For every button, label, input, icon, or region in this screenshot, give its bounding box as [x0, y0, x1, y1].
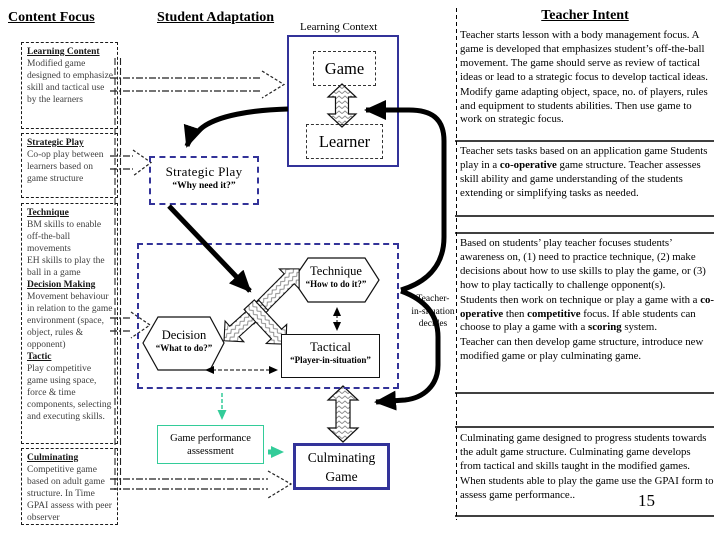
technique-title: Technique	[27, 208, 69, 218]
tis-line1: Teacher-	[416, 294, 450, 304]
teacher-intent-block-2	[460, 145, 714, 202]
technique-hex-title: Technique	[310, 264, 362, 278]
strategic-play-left-body: Co-op play between learners based on game structure	[27, 150, 104, 184]
strategic-play-box	[149, 156, 259, 205]
technique-body-2: EH skills to play the ball in a game	[27, 256, 105, 278]
learner-box	[306, 124, 383, 159]
teacher-intent-header: Teacher Intent	[541, 8, 629, 23]
block4-para2: When students able to play the game use the GPAI form to assess game performance..	[460, 474, 714, 501]
decision-hex-title: Decision	[161, 328, 207, 342]
learner-label: Learner	[318, 131, 371, 151]
decision-hex-question: “What to do?”	[155, 343, 213, 353]
block3-para3: Teacher can then develop game structure, introduce new modified game or play culminating game.	[460, 336, 704, 363]
culminating-left-body: Competitive game based on adult game structure. In Time GPAI assess with peer observer	[27, 465, 112, 523]
strategic-play-title: Strategic Play	[165, 164, 243, 179]
technique-body-1: BM skills to enable off-the-ball movements	[27, 220, 102, 254]
arrow-culminating-left-to-culminating-game	[110, 471, 291, 498]
content-focus-header: Content Focus	[8, 10, 95, 25]
strategic-play-question: “Why need it?”	[172, 181, 236, 191]
learning-content-box	[21, 42, 118, 129]
teacher-intent-block-1	[460, 29, 714, 128]
decision-making-body: Movement behaviour in relation to the game environment (space, object, rules & opponent)	[27, 292, 113, 350]
block3-para2: Students then work on technique or play a game with a co-operative then competitive focus. If able students can choose to play a game with a scoring system.	[460, 293, 714, 334]
block2-para1: Teacher sets tasks based on an application game Students play in a co-operative game structure. Teacher assesses skill ability and game understanding of the students extending or simplifying tasks as needed.	[460, 145, 708, 199]
tactical-culminating-double-arrow	[328, 386, 358, 442]
game-box	[313, 51, 376, 86]
culminating-left-title: Culminating	[27, 453, 79, 463]
tactic-body: Play competitive game using space, force & time components, selecting and executing skills.	[27, 364, 112, 422]
assessment-label: Game performance assessment	[170, 432, 251, 457]
learning-content-body: Modified game designed to emphasize skill and tactical use by the learners	[27, 59, 114, 105]
arrow-learning-content-to-context	[110, 71, 284, 98]
culminating-game-box	[293, 443, 390, 490]
technique-hex-question: “How to do it?”	[305, 279, 367, 289]
tactical-question: “Player-in-situation”	[290, 355, 371, 365]
teacher-intent-block-4	[460, 432, 714, 504]
tis-line2: in-situation	[411, 306, 455, 317]
technique-left-box	[21, 203, 118, 444]
block1-para2: Modify game adapting object, space, no. of players, rules and equipment to students abilities. Then use game to work on strategic focus.	[460, 85, 708, 126]
game-label: Game	[324, 58, 365, 78]
decision-hex-label	[146, 328, 222, 353]
student-adaptation-header: Student Adaptation	[157, 10, 275, 25]
teacher-in-situation-note	[402, 293, 464, 331]
culminating-left-box	[21, 448, 118, 525]
strategic-play-left-title: Strategic Play	[27, 138, 84, 148]
page-number: 15	[638, 491, 655, 510]
technique-hex-label	[295, 264, 377, 289]
teacher-intent-block-3	[460, 237, 714, 365]
tactic-title: Tactic	[27, 352, 52, 362]
culminating-game-label: Culminating Game	[307, 449, 376, 484]
block4-para1: Culminating game designed to progress students towards the adult game structure. Culminating game develops from tactical and skills taught in the modified games.	[460, 432, 707, 472]
tactical-box	[281, 334, 380, 378]
tactical-title: Tactical	[310, 339, 351, 354]
learning-context-label: Learning Context	[300, 21, 378, 33]
learning-content-title: Learning Content	[27, 47, 100, 57]
block3-para1: Based on students’ play teacher focuses students’ awareness on, (1) need to practice technique, (2) make decisions about how to use skills to play the game, or (3) how to play tactically to challenge opponent(s).	[460, 237, 706, 291]
tis-line3: decides	[418, 319, 448, 329]
decision-making-title: Decision Making	[27, 280, 96, 290]
strategic-play-left-box	[21, 133, 118, 198]
game-performance-assessment-box	[157, 425, 264, 464]
block1-para1: Teacher starts lesson with a body management focus. A game is developed that emphasizes student’s off-the-ball movement. The game should serve as review of tactical ideas or lead to a strategic focus to develop tactical ideas.	[460, 29, 708, 83]
